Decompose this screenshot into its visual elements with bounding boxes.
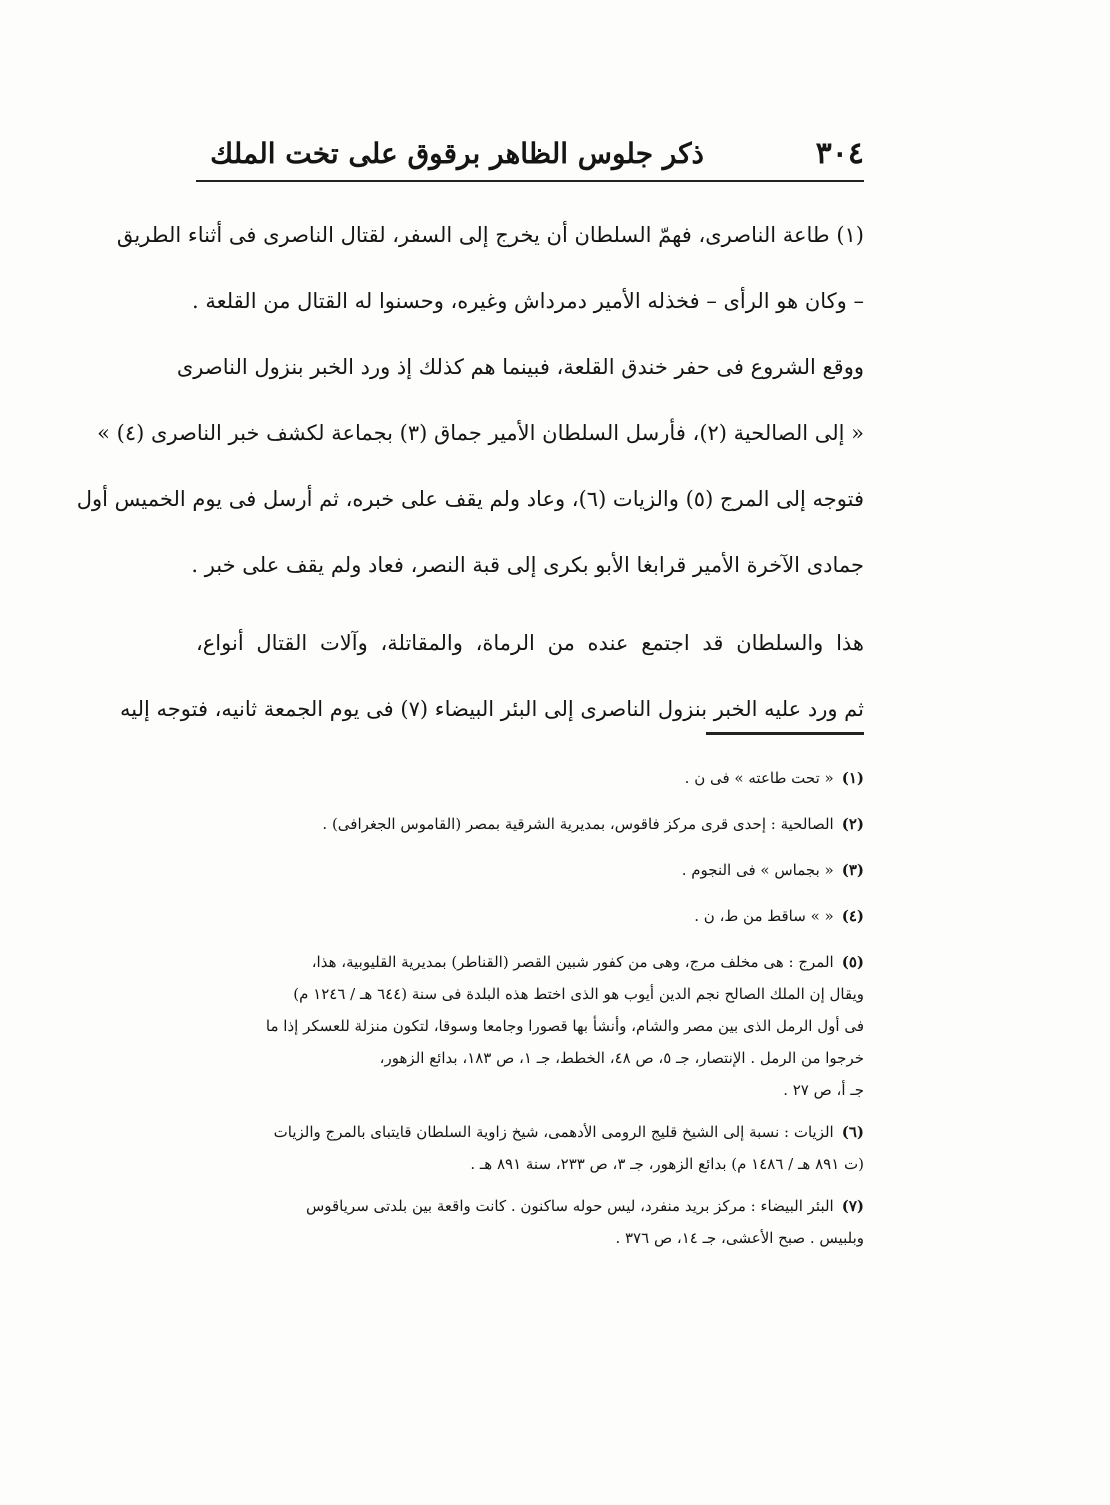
footnote-line xyxy=(216,808,864,840)
footnote-line xyxy=(216,1190,864,1222)
text-line: ثم ورد عليه الخبر بنزول الناصرى إلى البئر البيضاء (٧) فى يوم الجمعة ثانيه، فتوجه إليه xyxy=(120,697,864,721)
footnote-line xyxy=(216,900,864,932)
footnote-line: (ت ٨٩١ هـ / ١٤٨٦ م) بدائع الزهور، جـ ٣، ص ٢٣٣، سنة ٨٩١ هـ . xyxy=(470,1155,864,1173)
text-line: (١) طاعة الناصرى، فهمّ السلطان أن يخرج إلى السفر، لقتال الناصرى فى أثناء الطريق xyxy=(116,223,864,247)
text-line: ووقع الشروع فى حفر خندق القلعة، فبينما هم كذلك إذ ورد الخبر بنزول الناصرى xyxy=(176,355,864,379)
footnote-line: ويقال إن الملك الصالح نجم الدين أيوب هو الذى اختط هذه البلدة فى سنة (٦٤٤ هـ / ١٢٤٦ م) xyxy=(293,985,864,1003)
main-text xyxy=(76,202,864,742)
footnote-rule xyxy=(706,732,864,735)
text-line: هذا والسلطان قد اجتمع عنده من الرماة، والمقاتلة، وآلات القتال أنواع، xyxy=(196,631,864,655)
running-title: ذكر جلوس الظاهر برقوق على تخت الملك xyxy=(210,137,704,170)
footnote xyxy=(216,1190,864,1254)
text-line: فتوجه إلى المرج (٥) والزيات (٦)، وعاد ولم يقف على خبره، ثم أرسل فى يوم الخميس أول xyxy=(76,487,864,511)
footnote-line: فى أول الرمل الذى بين مصر والشام، وأنشأ بها قصورا وجامعا وسوقا، لتكون منزلة للعسكر إذا ما xyxy=(265,1017,864,1035)
footnote-line xyxy=(216,762,864,794)
page-header xyxy=(196,128,864,180)
footnote-text: « » ساقط من ط، ن . xyxy=(694,907,834,925)
footnote xyxy=(216,854,864,886)
footnotes xyxy=(216,762,864,1268)
footnote-text: البئر البيضاء : مركز بريد منفرد، ليس حوله ساكنون . كانت واقعة بين بلدتى سرياقوس xyxy=(305,1197,834,1215)
footnote-line: خرجوا من الرمل . الإنتصار، جـ ٥، ص ٤٨، الخطط، جـ ١، ص ١٨٣، بدائع الزهور، xyxy=(379,1049,864,1067)
footnote xyxy=(216,900,864,932)
footnote-mark: (٦) xyxy=(841,1123,864,1141)
footnote-mark: (٢) xyxy=(841,815,864,833)
footnote xyxy=(216,946,864,1106)
footnote-text: الزيات : نسبة إلى الشيخ قليج الرومى الأدهمى، شيخ زاوية السلطان قايتباى بالمرج والزيات xyxy=(273,1123,834,1141)
footnote-mark: (٧) xyxy=(841,1197,864,1215)
footnote-text: المرج : هى مخلف مرج، وهى من كفور شبين القصر (القناطر) بمديرية القليوبية، هذا، xyxy=(311,953,834,971)
footnote-mark: (٥) xyxy=(841,953,864,971)
footnote-line: وبلبيس . صبح الأعشى، جـ ١٤، ص ٣٧٦ . xyxy=(615,1229,864,1247)
paragraph-gap xyxy=(196,598,864,610)
header-rule xyxy=(196,180,864,182)
footnote-mark: (٤) xyxy=(841,907,864,925)
footnote-text: « بجماس » فى النجوم . xyxy=(681,861,834,879)
text-line: جمادى الآخرة الأمير قرابغا الأبو بكرى إلى قبة النصر، فعاد ولم يقف على خبر . xyxy=(191,553,864,577)
footnote-text: « تحت طاعته » فى ن . xyxy=(684,769,834,787)
footnote-line: جـ أ، ص ٢٧ . xyxy=(783,1081,864,1099)
footnote-line xyxy=(216,946,864,978)
footnote-mark: (٣) xyxy=(841,861,864,879)
footnote-mark: (١) xyxy=(841,769,864,787)
footnote-line xyxy=(216,1116,864,1148)
footnote xyxy=(216,1116,864,1180)
text-line: – وكان هو الرأى – فخذله الأمير دمرداش وغيره، وحسنوا له القتال من القلعة . xyxy=(191,289,864,313)
page-number: ٣٠٤ xyxy=(815,136,864,171)
footnote-line xyxy=(216,854,864,886)
footnote xyxy=(216,762,864,794)
footnote-text: الصالحية : إحدى قرى مركز فاقوس، بمديرية الشرقية بمصر (القاموس الجغرافى) . xyxy=(322,815,834,833)
footnote xyxy=(216,808,864,840)
text-line: « إلى الصالحية (٢)، فأرسل السلطان الأمير جماق (٣) بجماعة لكشف خبر الناصرى (٤) » xyxy=(97,421,864,445)
